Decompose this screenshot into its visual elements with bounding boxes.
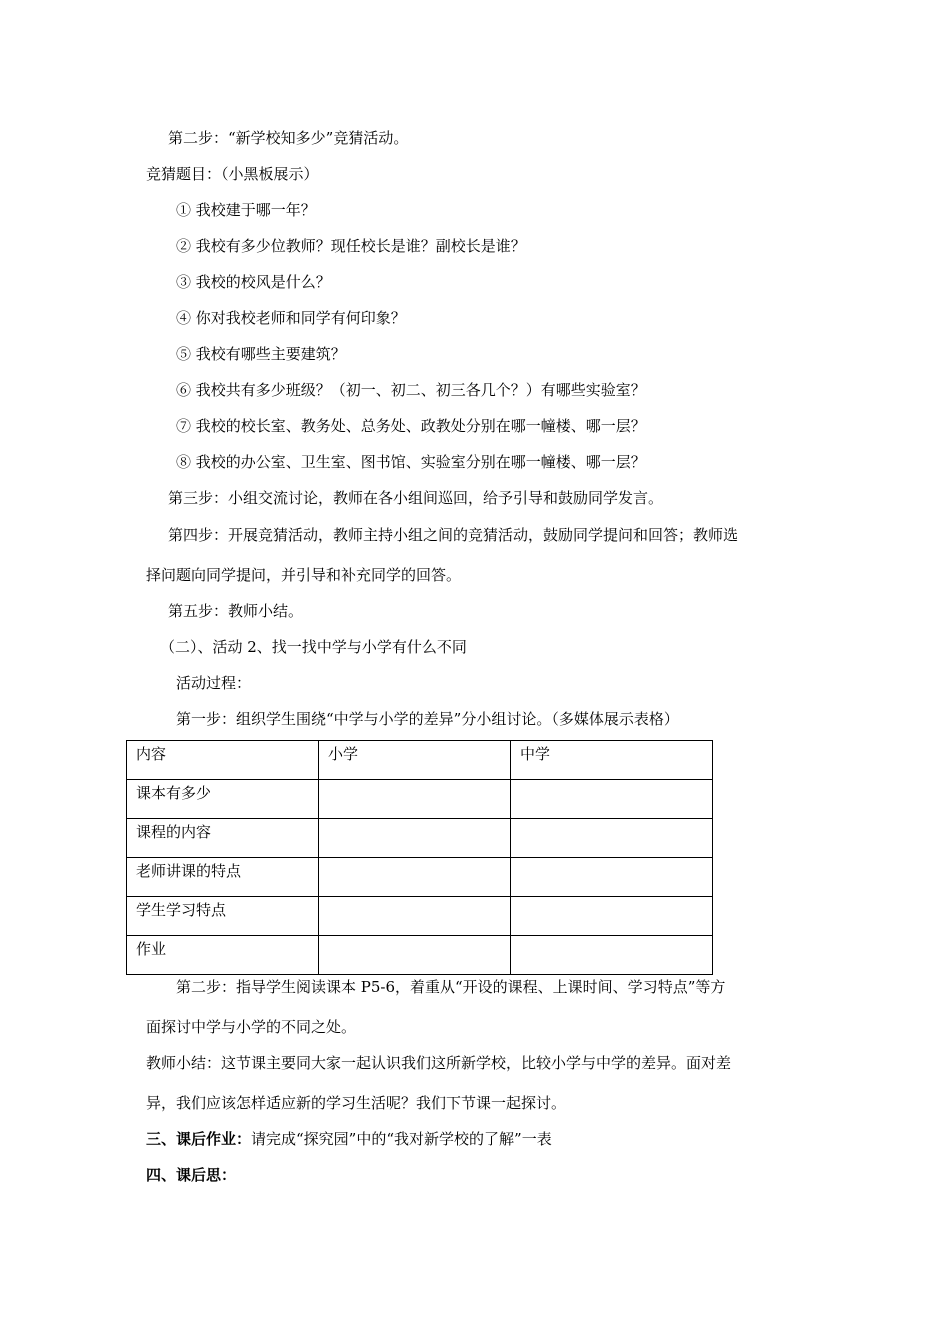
summary-text-line2: 异，我们应该怎样适应新的学习生活呢？我们下节课一起探讨。 [146,1094,567,1112]
table-cell [511,897,713,936]
homework-label: 三、课后作业： [146,1130,252,1148]
table-cell: 课本有多少 [127,780,319,819]
step4-text-line2: 择问题向同学提问，并引导和补充同学的回答。 [146,566,462,584]
table-cell [319,936,511,975]
table-row [127,858,713,897]
summary-text-line1: 教师小结：这节课主要同大家一起认识我们这所新学校，比较小学与中学的差异。面对差 [146,1054,732,1072]
table-header-row [127,741,713,780]
table-header-cell: 中学 [511,741,713,780]
question-7: ⑦ 我校的校长室、教务处、总务处、政教处分别在哪一幢楼、哪一层？ [176,417,646,435]
table-cell: 学生学习特点 [127,897,319,936]
homework-text: 请完成“探究园”中的“我对新学校的了解”一表 [251,1130,552,1148]
table-cell [511,936,713,975]
question-6: ⑥ 我校共有多少班级？（初一、初二、初三各几个？）有哪些实验室？ [176,381,646,399]
homework-line [146,1129,552,1149]
comparison-table [126,740,713,975]
table-cell [319,819,511,858]
step2-heading: 第二步：“新学校知多少”竞猜活动。 [168,129,409,147]
question-8: ⑧ 我校的办公室、卫生室、图书馆、实验室分别在哪一幢楼、哪一层？ [176,453,646,471]
question-1: ① 我校建于哪一年？ [176,201,316,219]
table-cell [319,897,511,936]
table-cell [511,858,713,897]
table-cell: 老师讲课的特点 [127,858,319,897]
table-row [127,819,713,858]
question-5: ⑤ 我校有哪些主要建筑？ [176,345,346,363]
quiz-title: 竞猜题目：（小黑板展示） [146,165,319,183]
step4-text-line1: 第四步：开展竞猜活动，教师主持小组之间的竞猜活动，鼓励同学提问和回答；教师选 [168,526,739,544]
question-4: ④ 你对我校老师和同学有何印象？ [176,309,406,327]
table-cell: 作业 [127,936,319,975]
table-row [127,936,713,975]
step5-text: 第五步：教师小结。 [168,602,304,620]
question-2: ② 我校有多少位教师？现任校长是谁？副校长是谁？ [176,237,526,255]
question-3: ③ 我校的校风是什么？ [176,273,331,291]
step2b-text-line1: 第二步：指导学生阅读课本 P5-6，着重从“开设的课程、上课时间、学习特点”等方 [176,978,726,996]
process-label: 活动过程： [176,674,252,692]
reflection-label: 四、课后思： [146,1166,237,1184]
table-cell [511,819,713,858]
table-cell [511,780,713,819]
table-cell [319,780,511,819]
table-header-cell: 小学 [319,741,511,780]
step2b-text-line2: 面探讨中学与小学的不同之处。 [146,1018,357,1036]
table-cell: 课程的内容 [127,819,319,858]
step3-text: 第三步：小组交流讨论，教师在各小组间巡回，给予引导和鼓励同学发言。 [168,489,664,507]
table-header-cell: 内容 [127,741,319,780]
activity2-title: （二）、活动 2、找一找中学与小学有什么不同 [160,638,467,656]
step1-text: 第一步：组织学生围绕“中学与小学的差异”分小组讨论。（多媒体展示表格） [176,710,679,728]
table-cell [319,858,511,897]
table-row [127,780,713,819]
table-row [127,897,713,936]
